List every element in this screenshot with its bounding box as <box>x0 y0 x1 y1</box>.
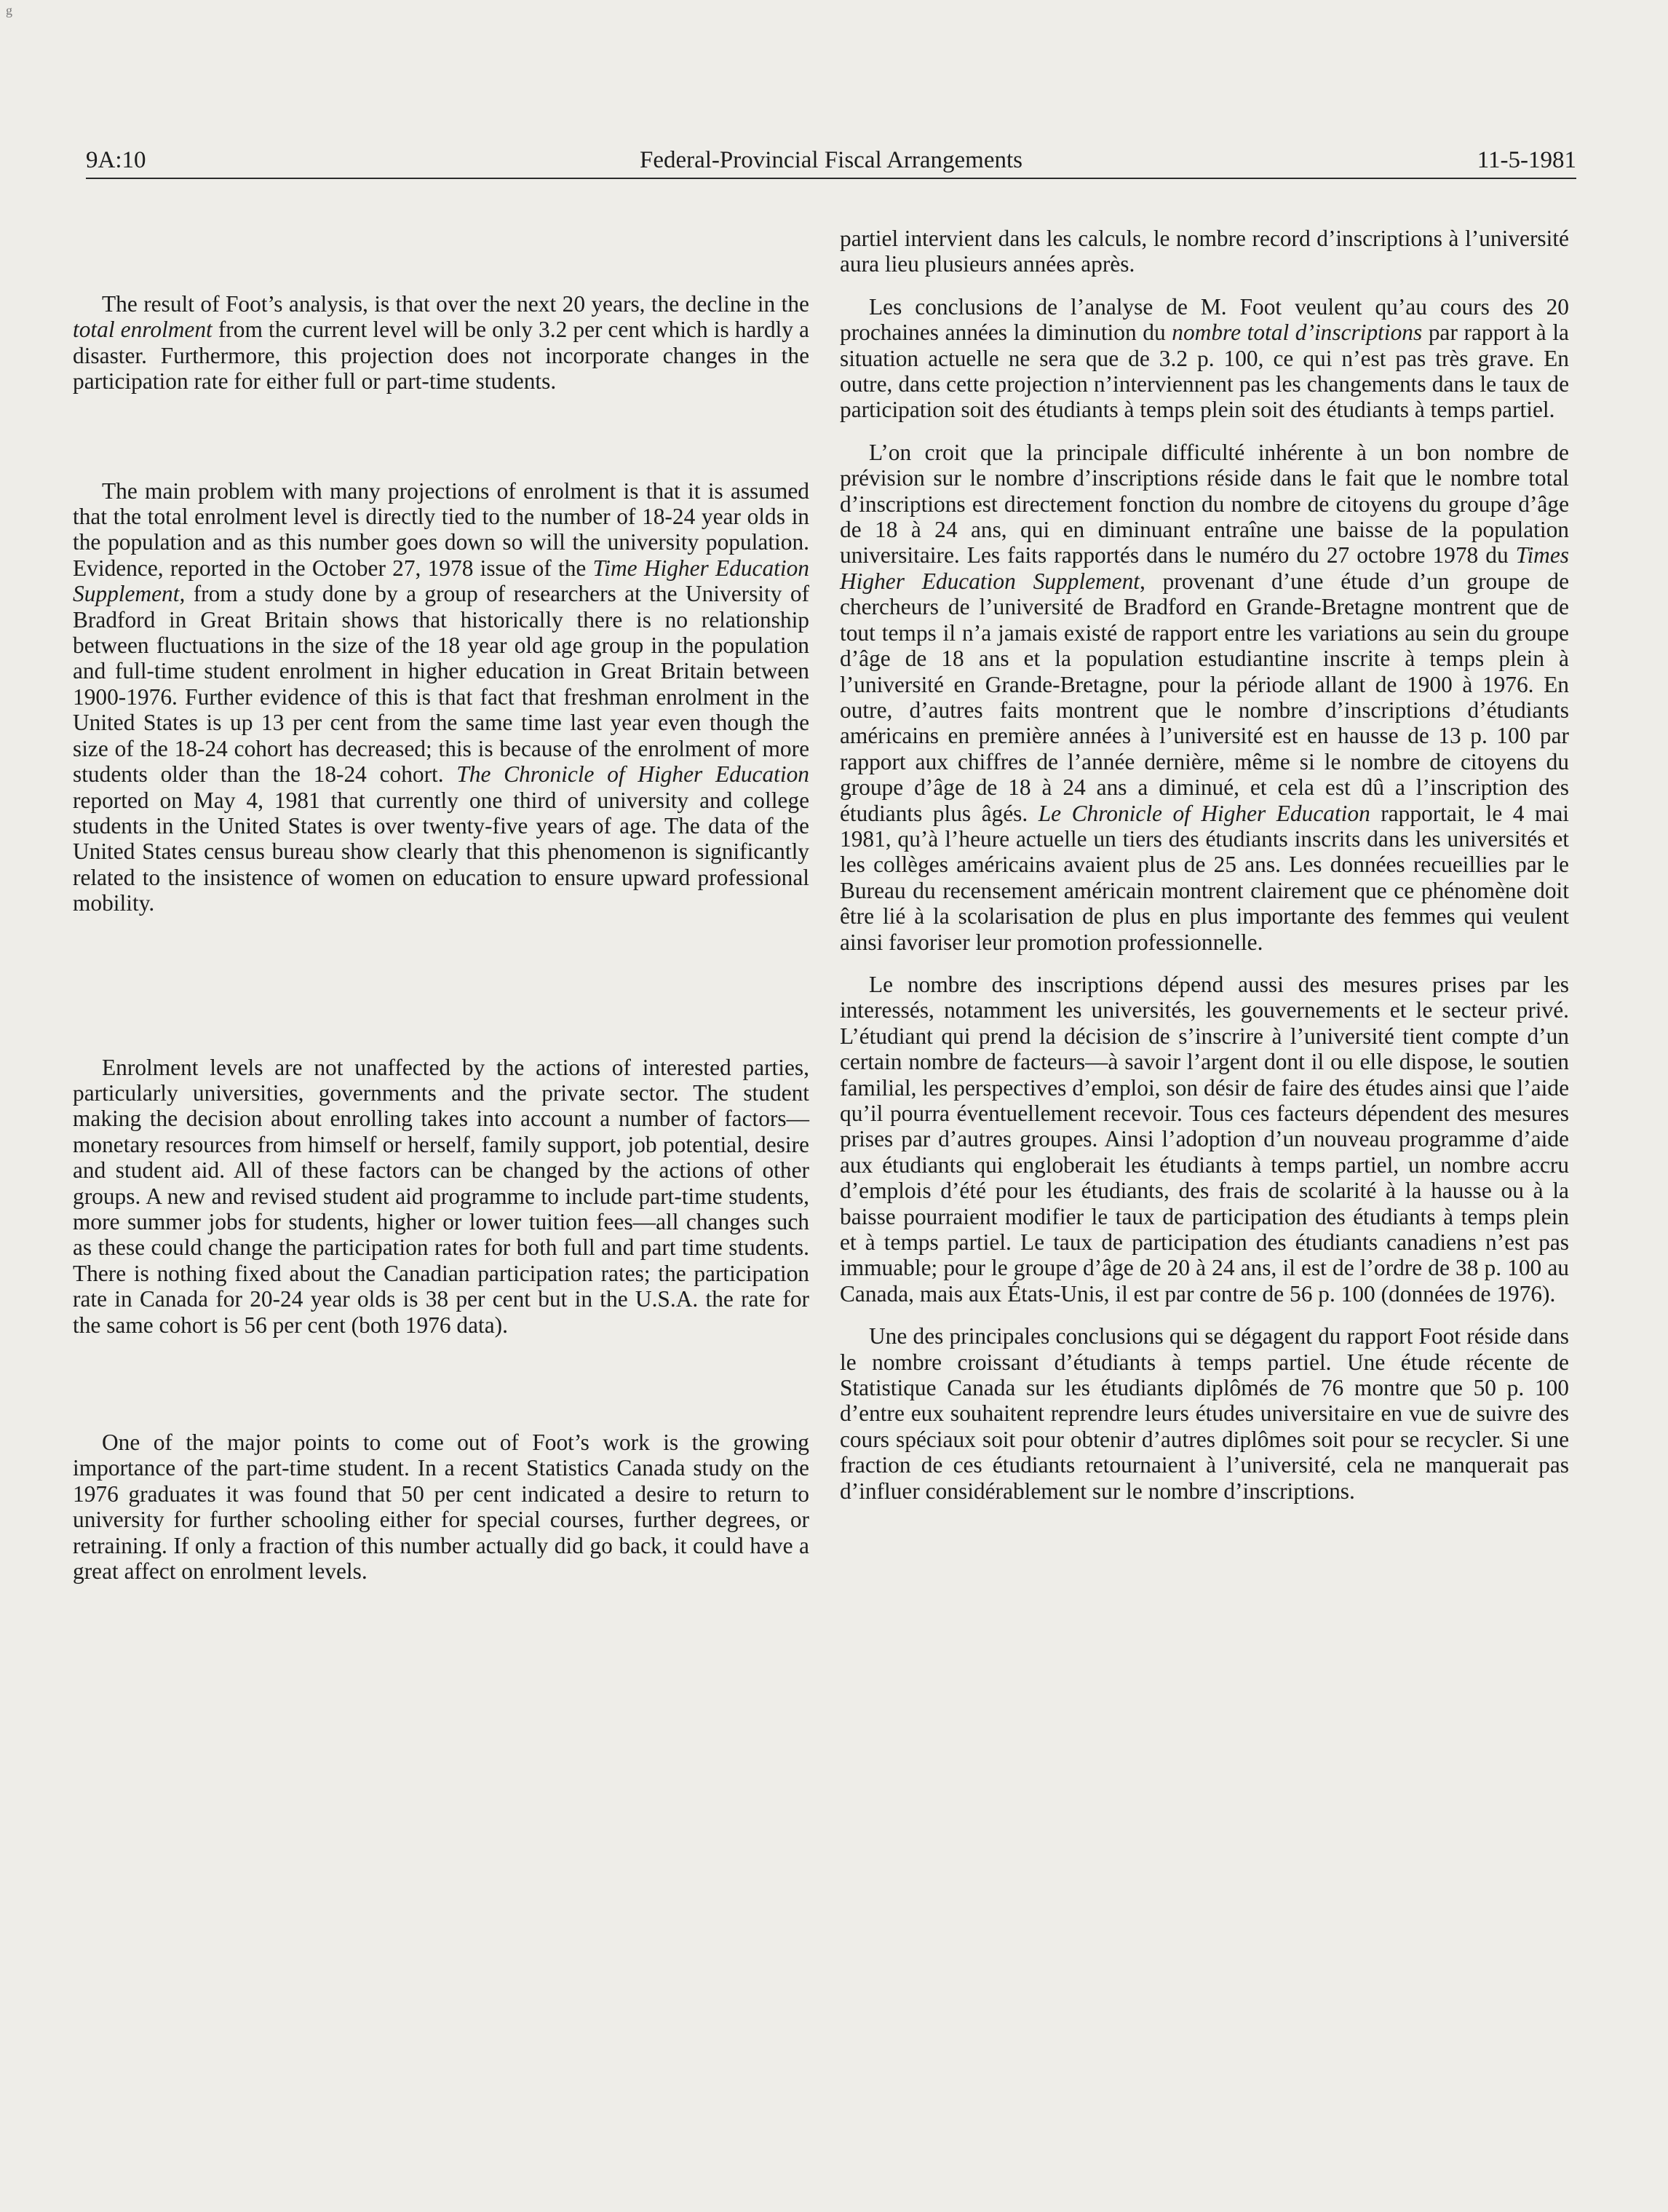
emphasis: The Chronicle of Higher Education <box>456 761 809 788</box>
header-date: 11-5-1981 <box>1477 147 1576 173</box>
en-paragraph-3: Enrolment levels are not unaffected by the actions of interested parties, particularly universities, governments and the private sector. The student making the decision about enrolling takes into account a number of factors—monetary resources from himself or herself, family support, job potential, desire and student aid. All of these factors can be changed by the actions of other groups. A new and revised student aid programme to include part-time students, more summer jobs for students, higher or lower tuition fees—all changes such as these could change the participation rates for both full and part time students. There is nothing fixed about the Canadian participation rates; the participation rate in Canada for 20-24 year olds is 38 per cent but in the U.S.A. the rate for the same cohort is 56 per cent (both 1976 data). <box>73 1054 809 1338</box>
text-run: L’on croit que la principale difficulté inhérente à un bon nombre de prévision sur le nombre d’inscriptions réside dans le fait que le nombre total d’inscriptions est directement fonction du nombre de citoyens du groupe d’âge de 18 à 24 ans, qui en diminuant entraîne une baisse de la population universitaire. Les faits rapportés dans le numéro du 27 octobre 1978 du <box>840 439 1569 568</box>
text-run: The main problem with many projections of enrolment is that it is assumed that the total enrolment level is directly tied to the number of 18-24 year olds in the population and as this number goes down so will the university population. Evidence, reported in the October 27, 1978 issue of the <box>73 477 809 581</box>
page-number: 9A:10 <box>86 147 146 173</box>
text-run: from the current level will be only 3.2 per cent which is hardly a disaster. Furthermore, this projection does not incorporate changes in the participation rate for either full or part-time students. <box>73 317 809 395</box>
en-paragraph-1 <box>73 291 809 395</box>
english-column <box>73 291 809 1665</box>
french-column <box>840 226 1569 1521</box>
text-run: from a study done by a group of researchers at the University of Bradford in Great Britain shows that historically there is no relationship between fluctuations in the size of the 18 year old age group in the population and full-time student enrolment in higher education in Great Britain between 1900-1976. Further evidence of this is that fact that freshman enrolment in the United States is up 13 per cent from the same time last year even though the size of the 18-24 cohort has decreased; this is because of the enrolment of more students older than the 18-24 cohort. <box>73 581 809 788</box>
en-paragraph-2 <box>73 478 809 916</box>
fr-paragraph-4: Une des principales conclusions qui se dégagent du rapport Foot réside dans le nombre croissant d’étudiants à temps partiel. Une étude récente de Statistique Canada sur les étudiants diplômés de 76 montre que 50 p. 100 d’entre eux souhaitent reprendre leurs études universitaire en vue de suivre des cours spéciaux soit pour obtenir d’autres diplômes soit pour se recycler. Si une fraction de ces étudiants retournaient à l’université, cela ne manquerait pas d’influer considérablement sur le nombre d’inscriptions. <box>840 1323 1569 1504</box>
fr-paragraph-1 <box>840 294 1569 423</box>
fr-paragraph-3: Le nombre des inscriptions dépend aussi des mesures prises par les interessés, notamment les universités, les gouvernements et le secteur privé. L’étudiant qui prend la décision de s’inscrire à l’université tient compte d’un certain nombre de facteurs—à savoir l’argent dont il ou elle dispose, le soutien familial, les perspectives d’emploi, son désir de faire des études ainsi que l’aide qu’il pourra éventuellement recevoir. Tous ces facteurs dépendent des mesures prises par d’autres groupes. Ainsi l’adoption d’un nouveau programme d’aide aux étudiants qui engloberait les étudiants à temps partiel, un nombre accru d’emplois d’été pour les étudiants, des frais de scolarité à la hausse ou à la baisse pourraient modifier le taux de participation des étudiants à temps plein et à temps partiel. Le taux de participation des étudiants canadiens n’est pas immuable; pour le groupe d’âge de 20 à 24 ans, il est de l’ordre de 38 p. 100 au Canada, mais aux États-Unis, il est par contre de 56 p. 100 (données de 1976). <box>840 971 1569 1307</box>
text-run: , provenant d’une étude d’un groupe de chercheurs de l’université de Bradford en Grande-Bretagne montrent que de tout temps il n’a jamais existé de rapport entre les variations au sein du groupe d’âge de 18 ans et la population estudiantine inscrite à temps plein à l’université en Grande-Bretagne, pour la période allant de 1900 à 1976. En outre, d’autres faits montrent que le nombre d’inscriptions d’étudiants américains en première années à l’université est en hausse de 13 p. 100 par rapport aux chiffres de l’année dernière, même si le nombre de citoyens du groupe d’âge de 18 à 24 ans a diminué, et cela est dû a l’inscription des étudiants plus âgés. <box>840 568 1570 826</box>
text-run: The result of Foot’s analysis, is that over the next 20 years, the decline in the <box>102 291 809 317</box>
text-run: Les conclusions de l’analyse de M. Foot veulent qu’au cours des 20 prochaines années la diminution du <box>840 293 1569 346</box>
emphasis: Le Chronicle of Higher Education <box>1038 800 1370 826</box>
text-run: rapportait, le 4 mai 1981, qu’à l’heure actuelle un tiers des étudiants inscrits dans les universités et les collèges américains avaient plus de 25 ans. Les données recueillies par le Bureau du recensement américain montrent clairement que ce phénomène doit être lié à la scolarisation de plus en plus importante des femmes qui veulent ainsi favoriser leur promotion professionnelle. <box>840 800 1569 955</box>
emphasis: Time Higher Education Supplement, <box>73 555 809 607</box>
running-header <box>86 144 1576 179</box>
emphasis: total enrolment <box>73 317 213 343</box>
emphasis: nombre total d’inscriptions <box>1172 320 1423 346</box>
corner-mark: g <box>6 3 12 17</box>
fr-paragraph-0: partiel intervient dans les calculs, le nombre record d’inscriptions à l’université aura lieu plusieurs années après. <box>840 226 1569 277</box>
fr-paragraph-2 <box>840 440 1569 955</box>
header-title: Federal-Provincial Fiscal Arrangements <box>639 147 1023 173</box>
emphasis: Times Higher Education Supplement <box>840 542 1569 594</box>
text-run: par rapport à la situation actuelle ne sera que de 3.2 p. 100, ce qui n’est pas très grave. En outre, dans cette projection n’interviennent pas les changements dans le taux de participation soit des étudiants à temps plein soit des étudiants à temps partiel. <box>840 320 1569 423</box>
en-paragraph-4: One of the major points to come out of Foot’s work is the growing importance of the part-time student. In a recent Statistics Canada study on the 1976 graduates it was found that 50 per cent indicated a desire to return to university for further schooling either for special courses, further degrees, or retraining. If only a fraction of this number actually did go back, it could have a great affect on enrolment levels. <box>73 1430 809 1585</box>
text-run: reported on May 4, 1981 that currently one third of university and college students in the United States is over twenty-five years of age. The data of the United States census bureau show clearly that this phenomenon is significantly related to the insistence of women on education to ensure upward professional mobility. <box>73 787 809 916</box>
